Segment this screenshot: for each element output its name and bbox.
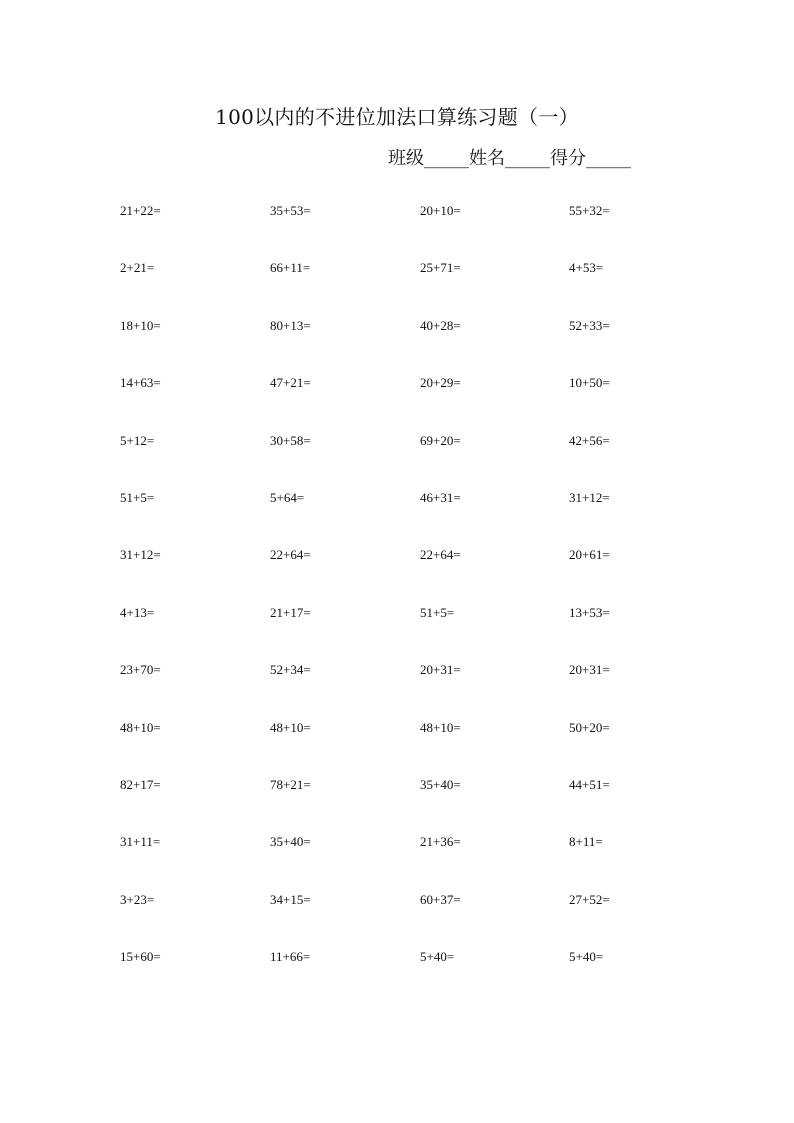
problem-item: 11+66= xyxy=(270,949,311,965)
problem-item: 21+36= xyxy=(420,834,461,850)
problem-item: 21+17= xyxy=(270,604,311,620)
problem-item: 48+10= xyxy=(270,719,311,735)
problem-item: 48+10= xyxy=(120,719,161,735)
problem-item: 69+20= xyxy=(420,432,461,448)
problem-item: 22+64= xyxy=(270,547,311,563)
problem-grid xyxy=(120,197,689,1000)
problem-item: 3+23= xyxy=(120,891,155,907)
problem-item: 21+22= xyxy=(120,203,161,218)
problem-item: 31+12= xyxy=(569,489,610,505)
problem-item: 4+53= xyxy=(569,260,604,276)
problem-item: 47+21= xyxy=(270,375,311,391)
problem-item: 34+15= xyxy=(270,891,311,907)
problem-item: 22+64= xyxy=(420,547,461,563)
problem-item: 46+31= xyxy=(420,489,461,505)
problem-item: 52+33= xyxy=(569,317,610,333)
problem-item: 35+40= xyxy=(420,776,461,792)
problem-item: 51+5= xyxy=(420,604,455,620)
problem-item: 5+12= xyxy=(120,432,155,448)
problem-item: 2+21= xyxy=(120,260,155,276)
problem-item: 31+12= xyxy=(120,547,161,563)
problem-item: 52+34= xyxy=(270,662,311,678)
problem-item: 5+40= xyxy=(420,949,455,965)
problem-item: 78+21= xyxy=(270,776,311,792)
problem-item: 18+10= xyxy=(120,317,161,333)
problem-item: 15+60= xyxy=(120,949,161,965)
problem-item: 20+31= xyxy=(420,662,461,678)
worksheet-title: 100以内的不进位加法口算练习题（一） xyxy=(215,105,579,129)
problem-item: 20+31= xyxy=(569,662,610,678)
problem-item: 82+17= xyxy=(120,776,161,792)
problem-item: 20+61= xyxy=(569,547,610,563)
problem-item: 5+40= xyxy=(569,949,604,965)
problem-item: 27+52= xyxy=(569,891,610,907)
problem-item: 66+11= xyxy=(270,260,311,276)
problem-item: 60+37= xyxy=(420,891,461,907)
problem-item: 20+29= xyxy=(420,375,461,391)
problem-item: 23+70= xyxy=(120,662,161,678)
problem-item: 35+40= xyxy=(270,834,311,850)
problem-item: 8+11= xyxy=(569,834,603,850)
problem-item: 13+53= xyxy=(569,604,610,620)
problem-item: 51+5= xyxy=(120,489,155,505)
student-info-line: 班级_____姓名_____得分_____ xyxy=(388,148,631,169)
problem-item: 40+28= xyxy=(420,317,461,333)
problem-item: 30+58= xyxy=(270,432,311,448)
problem-item: 48+10= xyxy=(420,719,461,735)
problem-item: 80+13= xyxy=(270,317,311,333)
problem-item: 14+63= xyxy=(120,375,161,391)
problem-item: 44+51= xyxy=(569,776,610,792)
problem-item: 25+71= xyxy=(420,260,461,276)
problem-item: 4+13= xyxy=(120,604,155,620)
problem-item: 5+64= xyxy=(270,489,305,505)
problem-item: 42+56= xyxy=(569,432,610,448)
problem-item: 55+32= xyxy=(569,203,610,218)
problem-item: 50+20= xyxy=(569,719,610,735)
problem-item: 10+50= xyxy=(569,375,610,391)
problem-item: 35+53= xyxy=(270,203,311,218)
problem-item: 31+11= xyxy=(120,834,161,850)
problem-item: 20+10= xyxy=(420,203,461,218)
